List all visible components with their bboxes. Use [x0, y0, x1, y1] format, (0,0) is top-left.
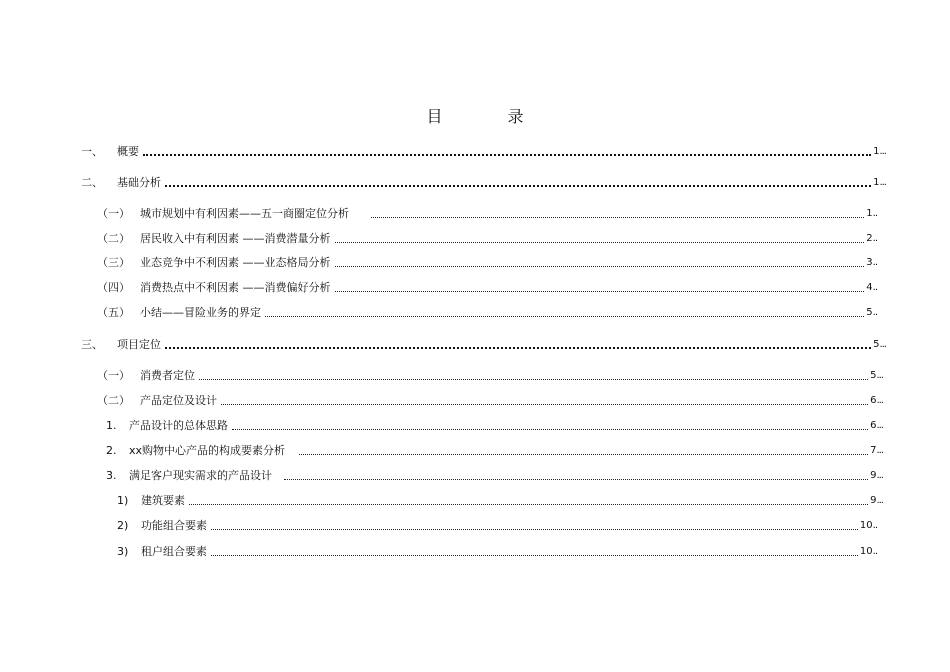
toc-entry-label: 建筑要素 — [141, 494, 185, 507]
toc-entry-label: 小结——冒险业务的界定 — [140, 306, 261, 319]
toc-entry-label: 功能组合要素 — [141, 519, 207, 532]
toc-entry-number: （四） — [97, 281, 130, 294]
toc-entry-label: 基础分析 — [117, 176, 161, 189]
toc-entry-number: 1. — [106, 419, 117, 432]
toc-entry[interactable] — [81, 172, 886, 190]
toc-entry-page: 1 ... — [873, 176, 886, 190]
toc-entry-number: （五） — [97, 306, 130, 319]
toc-entry[interactable] — [97, 365, 883, 383]
dot-leader — [221, 403, 868, 405]
toc-entry[interactable] — [117, 541, 877, 559]
toc-entry-number: 3) — [117, 545, 129, 558]
toc-entry-number: 三、 — [81, 338, 103, 351]
toc-entry-page: 10 .. — [860, 519, 877, 533]
toc-entry-page: 10 .. — [860, 545, 877, 559]
toc-entry[interactable] — [97, 390, 883, 408]
toc-entry[interactable] — [97, 252, 877, 270]
toc-entry-page: 6 ... — [870, 419, 883, 433]
dot-leader — [189, 503, 868, 505]
toc-entry[interactable] — [106, 465, 883, 483]
toc-entry-number: （一） — [97, 369, 130, 382]
dot-leader — [335, 290, 865, 292]
toc-entry[interactable] — [117, 515, 877, 533]
toc-entry-page: 3 .. — [866, 256, 877, 270]
toc-entry-page: 6 ... — [870, 394, 883, 408]
toc-entry-label: 项目定位 — [117, 338, 161, 351]
dot-leader — [211, 554, 858, 556]
toc-entry[interactable] — [81, 334, 886, 352]
toc-entry-number: （三） — [97, 256, 130, 269]
dot-leader — [165, 184, 871, 187]
toc-entry-label: 产品定位及设计 — [140, 394, 217, 407]
dot-leader — [165, 346, 871, 349]
toc-entry-label: 城市规划中有利因素——五一商圈定位分析 — [140, 207, 349, 220]
toc-entry-page: 9 ... — [870, 494, 883, 508]
dot-leader — [211, 528, 858, 530]
dot-leader — [335, 265, 865, 267]
toc-entry-number: 3. — [106, 469, 117, 482]
toc-entry[interactable] — [97, 302, 877, 320]
toc-entry-page: 5 ... — [873, 338, 886, 352]
dot-leader — [265, 315, 864, 317]
toc-entry-label: xx购物中心产品的构成要素分析 — [129, 444, 286, 457]
dot-leader — [143, 153, 871, 156]
toc-entry[interactable] — [117, 490, 883, 508]
toc-entry[interactable] — [81, 141, 886, 159]
toc-entry-label: 概要 — [117, 145, 139, 158]
toc-entry-page: 4 .. — [866, 281, 877, 295]
toc-entry-number: （二） — [97, 394, 130, 407]
toc-entry-number: 一、 — [81, 145, 103, 158]
toc-entry-page: 5 ... — [870, 369, 883, 383]
toc-entry-number: 二、 — [81, 176, 103, 189]
toc-entry-page: 1 .. — [866, 207, 877, 221]
dot-leader — [232, 428, 868, 430]
toc-entry-page: 5 .. — [866, 306, 877, 320]
toc-entry-number: （一） — [97, 207, 130, 220]
toc-entry-label: 产品设计的总体思路 — [129, 419, 228, 432]
toc-entry-label: 消费者定位 — [140, 369, 195, 382]
dot-leader — [335, 241, 865, 243]
toc-entry-number: 1) — [117, 494, 129, 507]
toc-entry-page: 2 .. — [866, 232, 877, 246]
toc-entry[interactable] — [97, 203, 877, 221]
toc-entry[interactable] — [106, 415, 883, 433]
toc-entry-page: 9 ... — [870, 469, 883, 483]
toc-entry-label: 租户组合要素 — [141, 545, 207, 558]
toc-entry-page: 1 ... — [873, 145, 886, 159]
toc-entry-number: （二） — [97, 232, 130, 245]
toc-entry-page: 7 ... — [870, 444, 883, 458]
toc-entry-label: 满足客户现实需求的产品设计 — [129, 469, 272, 482]
dot-leader — [371, 216, 864, 218]
toc-title: 目 录 — [426, 107, 554, 126]
toc-entry[interactable] — [106, 440, 883, 458]
toc-entry[interactable] — [97, 228, 877, 246]
dot-leader — [299, 453, 868, 455]
dot-leader — [199, 378, 868, 380]
toc-entry-label: 消费热点中不利因素 ——消费偏好分析 — [140, 281, 331, 294]
toc-entry-label: 业态竞争中不利因素 ——业态格局分析 — [140, 256, 331, 269]
toc-entry-number: 2) — [117, 519, 129, 532]
toc-entry[interactable] — [97, 277, 877, 295]
dot-leader — [284, 478, 868, 480]
toc-entry-number: 2. — [106, 444, 117, 457]
toc-entry-label: 居民收入中有利因素 ——消费潜量分析 — [140, 232, 331, 245]
